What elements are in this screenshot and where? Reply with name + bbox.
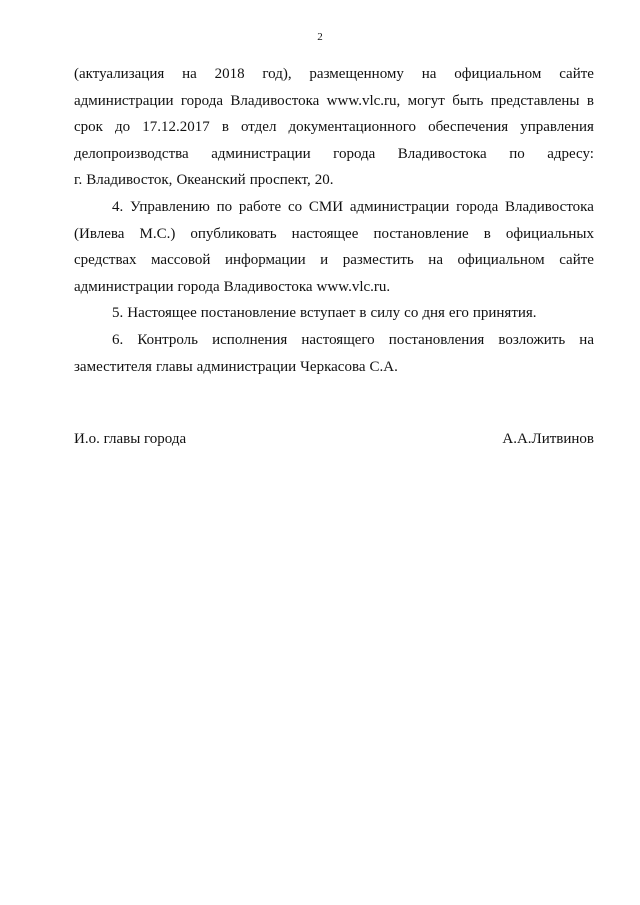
word: официальных <box>505 225 594 242</box>
signature-block <box>74 426 594 452</box>
word: (Ивлева <box>74 225 125 242</box>
text-line <box>74 300 594 327</box>
text-line <box>74 274 594 301</box>
word: опубликовать <box>190 225 277 242</box>
word: официальном <box>457 252 545 269</box>
word: возложить <box>498 331 566 348</box>
word: адресу: <box>547 145 594 162</box>
word: Океанский <box>176 172 246 189</box>
word: разместить <box>342 252 414 269</box>
word: 2018 <box>214 66 245 82</box>
word: С.А. <box>369 358 398 375</box>
word: настоящего <box>301 331 375 348</box>
word: Черкасова <box>300 358 366 375</box>
word: в <box>586 92 594 109</box>
word: заместителя <box>74 358 152 375</box>
word: 20. <box>314 172 334 189</box>
word: официальном <box>454 66 542 82</box>
word: и <box>320 252 329 269</box>
text-line <box>74 247 594 274</box>
word: обеспечения <box>428 119 509 136</box>
word: массовой <box>151 252 211 269</box>
word: проспект, <box>249 172 311 189</box>
word: принятия. <box>472 305 537 322</box>
list-number: 5. <box>112 305 124 322</box>
word: администрации <box>74 278 174 295</box>
word: со <box>404 305 419 322</box>
word: по <box>216 198 233 215</box>
word: www.vlc.ru, <box>326 92 401 109</box>
word: на <box>182 66 197 82</box>
word: сайте <box>559 66 594 82</box>
word: постановление <box>373 225 469 242</box>
word: администрации <box>211 145 311 162</box>
word: (актуализация <box>74 66 165 82</box>
page-number: 2 <box>317 31 323 43</box>
word: администрации <box>196 358 297 375</box>
word: администрации <box>349 198 450 215</box>
word: М.С.) <box>139 225 176 242</box>
word: работе <box>238 198 282 215</box>
word: исполнения <box>212 331 288 348</box>
word: Владивосток, <box>86 172 173 189</box>
paragraph-item-4 <box>74 194 594 300</box>
word: г. <box>74 172 83 189</box>
word: www.vlc.ru. <box>316 278 391 295</box>
word: города <box>180 92 224 109</box>
text-line <box>74 141 594 168</box>
word: документационного <box>288 119 416 136</box>
document-body <box>74 61 594 380</box>
word: размещенному <box>309 66 404 82</box>
word: на <box>579 331 594 348</box>
word: Владивостока <box>505 198 594 215</box>
word: на <box>421 66 437 82</box>
paragraph-item-5 <box>74 300 594 327</box>
list-number: 6. <box>112 331 124 348</box>
text-line <box>74 354 594 381</box>
word: 17.12.2017 <box>142 119 210 136</box>
word: настоящее <box>291 225 359 242</box>
word: быть <box>452 92 484 109</box>
word: в <box>359 305 367 322</box>
word: СМИ <box>308 198 344 215</box>
word: в <box>483 225 491 242</box>
word: постановления <box>388 331 485 348</box>
signatory-position: И.о. главы города <box>74 431 187 447</box>
word: администрации <box>74 92 174 109</box>
word: сайте <box>559 252 594 269</box>
word: постановление <box>200 305 296 322</box>
word: срок <box>74 119 103 136</box>
word: управления <box>520 119 594 136</box>
text-line <box>74 221 594 248</box>
text-line <box>74 327 594 354</box>
text-line <box>74 167 594 194</box>
word: вступает <box>299 305 356 322</box>
word: по <box>509 145 525 162</box>
word: его <box>448 305 469 322</box>
word: Владивостока <box>230 92 320 109</box>
word: Настоящее <box>127 305 197 322</box>
word: в <box>221 119 229 136</box>
word: средствах <box>74 252 137 269</box>
word: представлены <box>490 92 580 109</box>
word: Управлению <box>130 198 210 215</box>
text-line <box>74 194 594 221</box>
list-number: 4. <box>112 198 124 215</box>
word: на <box>428 252 443 269</box>
word: информации <box>224 252 306 269</box>
word: отдел <box>241 119 277 136</box>
signatory-name: А.А.Литвинов <box>502 431 594 447</box>
word: до <box>115 119 131 136</box>
word: дня <box>422 305 445 322</box>
word: Владивостока <box>397 145 487 162</box>
text-line <box>74 61 594 88</box>
paragraph-continuation <box>74 61 594 194</box>
word: со <box>287 198 303 215</box>
text-line <box>74 114 594 141</box>
word: главы <box>155 358 193 375</box>
word: города <box>456 198 499 215</box>
word: могут <box>407 92 445 109</box>
word: Владивостока <box>223 278 313 295</box>
word: Контроль <box>137 331 199 348</box>
text-line <box>74 88 594 115</box>
paragraph-item-6 <box>74 327 594 380</box>
word: города <box>177 278 220 295</box>
word: города <box>333 145 376 162</box>
word: делопроизводства <box>74 145 189 162</box>
word: силу <box>370 305 401 322</box>
word: год), <box>262 66 292 82</box>
